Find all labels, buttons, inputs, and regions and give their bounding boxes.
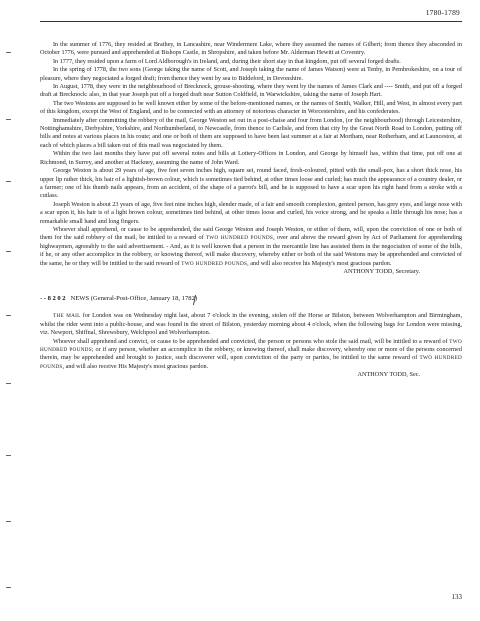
body-paragraph: Within the two last months they have put off several notes and bills at Lottery-Offices in London, and George by himself has, within that time, put off one at Richmond, in Surrey, and another at Hackney, assuming the name of John Ward. — [40, 150, 462, 166]
signature: ANTHONY TODD, Secretary. — [343, 267, 420, 275]
reward-amount: TWO HUNDRED POUNDS — [205, 235, 274, 242]
reward-text: Whoever shall apprehend and convict, or cause to be apprehended and convicted, the person or persons who stole the said mail, will be intitled to a reward of — [53, 337, 450, 345]
reward-text: ; or if any person, whether an accomplice in the robbery, or knowing thereof, shall make discovery, whereby one or more of the persons concerned therein, may be apprehended and brought to justice, such discoverer will, upon conviction of the party or parties, be intitled to the same reward of — [40, 346, 462, 362]
reward-text: , and will also receive his Majesty's most gracious pardon. — [247, 259, 392, 267]
notice-number: --8202 — [40, 295, 68, 303]
margin-mark — [6, 119, 11, 120]
header-rule — [40, 21, 462, 22]
margin-mark — [6, 52, 11, 53]
margin-mark — [6, 455, 11, 456]
notice-paragraph — [40, 312, 462, 337]
handwritten-mark — [193, 295, 203, 305]
margin-mark — [6, 315, 11, 316]
signature: ANTHONY TODD, Sec. — [357, 371, 420, 379]
margin-mark — [6, 251, 11, 252]
margin-mark — [6, 521, 11, 522]
body-paragraph: In 1777, they resided upon a farm of Lord Aldborough's in Ireland, and, during their short stay in that kingdom, put off several forged drafts. — [53, 57, 401, 65]
body-paragraph: In the summer of 1776, they resided at Brathey, in Lancashire, near Windermere Lake, where they assumed the names of Gilbert; from thence they absconded in October 1776, were pursued and apprehended at Bishops Castle, in Shropshire, and taken before Mr. Alderman Hewitt at Coventry. — [40, 41, 462, 57]
reward-text: Whoever shall apprehend, or cause to be apprehended, the said George Weston and Joseph Weston, or either of them, will, upon the conviction of one or both of them for the said robbery of the mail, be intitled to a reward of — [40, 225, 462, 242]
margin-mark — [6, 587, 11, 588]
margin-mark — [6, 383, 11, 384]
notice-lead: THE MAIL — [53, 313, 81, 320]
body-paragraph: Immediately after committing the robbery of the mail, George Weston set out in a post-chaise and four from London, (or the neighbourhood) through Leicestershire, Nottinghamshire, Derbyshire, Yorkshire, and Northumberland, to Newcastle, from thence to Carlisle, and from that city by the Great North Road to London, putting off bills and notes at various places in his route; and one or both of them are supposed to have been last summer at a fair at Mortham, near Rotherham, and at Launceston, at each of which places a bill taken out of this mail was negociated by them. — [40, 116, 462, 149]
body-paragraph: George Weston is about 29 years of age, five feet seven inches high, square set, round faced, fresh-coloured, pitted with the small-pox, has a short thick nose, his upper lip rather thick, his hair of a lightish-brown colour, which is sometimes tied behind, at other times loose and curled; has much the appearance of a country dealer, or a farmer; one of his thumb nails appears, from an accident, of the shape of a parrot's bill, and he is supposed to have a scar upon his right hand from a stroke with a cutlass. — [40, 167, 462, 200]
reward-amount: TWO HUNDRED POUNDS — [181, 260, 248, 267]
body-paragraph: In the spring of 1778, the two sons (George taking the name of Scott, and Joseph taking the name of James Watson) were at Tenby, in Pembrokeshire, on a tour of pleasure, where they negociated a forged draft; from thence they went by sea to Biddeford, in Devonshire. — [40, 66, 462, 82]
reward-text: , over and above the reward given by Act of Parliament for apprehending highwaymen, agreeably to the said advertisement. - And, as it is well known that a person in the mercantile line has assisted them in the negociation of some of the bills, if he, or any other accomplice in the robbery, or knowing thereof, will make discovery, whereby either or both of the said Westons may be apprehended and convicted of the same, he or they will be intitled to the said reward of — [40, 234, 463, 267]
page-number: 133 — [451, 593, 462, 601]
reward-text: , and will also receive His Majesty's most gracious pardon. — [62, 362, 209, 370]
reward-amount: TWO HUNDRED POUNDS — [40, 338, 462, 353]
reward-amount: TWO HUNDRED POUNDS — [40, 355, 462, 370]
body-paragraph: In August, 1778, they were in the neighbourhood of Brecknock, grouse-shooting, where they went by the names of James Clark and ---- Smith, and put off a forged draft at Brecknock: also, in that year Joseph put off a forged draft near Sutton Coldfield, in Warwickshire, taking the name of Joseph Hart. — [40, 83, 462, 99]
notice-text: for London was on Wednesday night last, about 7 o'clock in the evening, stolen off the Horse ar Bilston, between Wolverhampton and Birmingham, whilst the rider went into a public-house, and was found in the street of Bilston, yesterday morning about 4 o'clock, when the following bags for London were missing, viz. Newport, Shiffnal, Shrewsbury, Welchpool and Wolverhampton. — [40, 312, 462, 337]
body-paragraph: The two Westons are supposed to be well known either by some of the before-mentioned names, or the names of Smith, Walker, Hill, and West, in almost every part of this kingdom, except the West of England, and to be connected with an attorney of notorious character in Worcestershire, and his confederates. — [40, 99, 462, 116]
document-body — [40, 41, 462, 380]
margin-mark — [6, 181, 11, 182]
notice-reward-paragraph — [40, 338, 462, 372]
notice-heading — [40, 295, 462, 305]
notice-title: NEWS (General-Post-Office, January 18, 1782) — [70, 295, 198, 303]
running-header-years: 1780-1789 — [425, 8, 460, 17]
reward-paragraph — [40, 226, 462, 268]
body-paragraph: Joseph Weston is about 23 years of age, five feet nine inches high, slender made, of a fair and smooth complexion, genteel person, has grey eyes, and large nose with a scar upon it, his hair is of a light brown colour, sometimes tied behind, at other times loose and curled, his voice strong, and he speaks a little through his nose; has a remarkable small hand and long fingers. — [40, 200, 462, 225]
